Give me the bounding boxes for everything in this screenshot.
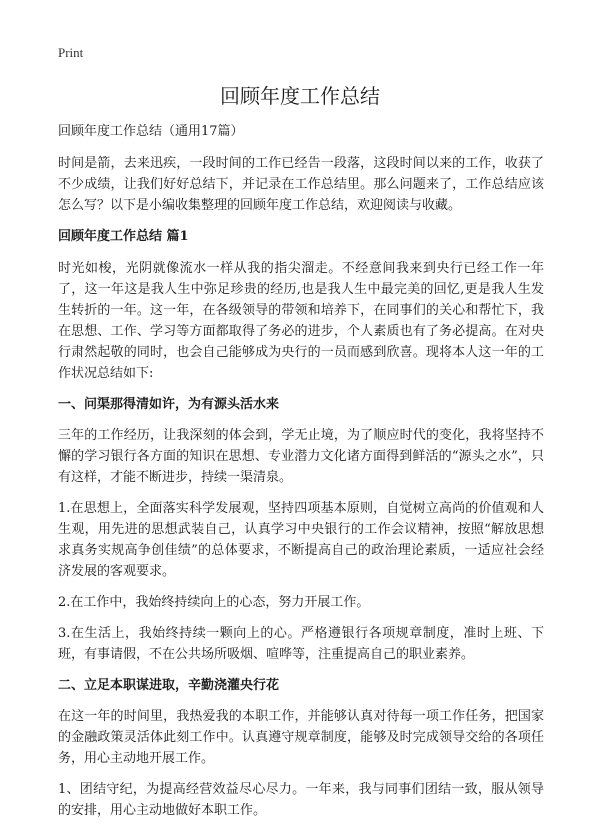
paragraph: 三年的工作经历，让我深刻的体会到，学无止境，为了顺应时代的变化，我将坚持不懈的学习银行各方面的知识在思想、专业潜力文化诸方面得到鲜活的“源头之水”，只有这样，才能不断进步，持续一渠清泉。 <box>58 428 544 485</box>
subsection-heading-1: 一、问渠那得清如许，为有源头活水来 <box>58 397 280 412</box>
article-body <box>58 121 544 831</box>
page-title: 回顾年度工作总结 <box>220 84 380 108</box>
intro-paragraph: 时间是箭，去来迅疾，一段时间的工作已经告一段落，这段时间以来的工作，收获了不少成绩，让我们好好总结下，并记录在工作总结里。那么问题来了，工作总结应该怎么写？以下是小编收集整理的回顾年度工作总结，欢迎阅读与收藏。 <box>58 156 544 213</box>
paragraph: 在这一年的时间里，我热爱我的本职工作，并能够认真对待每一项工作任务，把国家的金融政策灵活体此刻工作中。认真遵守规章制度，能够及时完成领导交给的各项任务，用心主动地开展工作。 <box>58 709 544 766</box>
section-paragraph: 时光如梭，光阴就像流水一样从我的指尖溜走。不经意间我来到央行已经工作一年了，这一年这是我人生中弥足珍贵的经历,也是我人生中最完美的回忆,更是我人生发生转折的一年。这一年，在各级领导的带领和培养下，在同事们的关心和帮忙下，我在思想、工作、学习等方面都取得了务必的进步，个人素质也有了务必提高。在对央行肃然起敬的同时，也会自己能够成为央行的一员而感到欣喜。现将本人这一年的工作状况总结如下: <box>58 261 544 381</box>
subsection-heading-2: 二、立足本职谋进取，辛勤浇灌央行花 <box>58 678 280 693</box>
section-heading: 回顾年度工作总结 篇1 <box>58 229 189 244</box>
print-link[interactable]: Print <box>58 45 84 60</box>
article-subtitle: 回顾年度工作总结（通用17篇） <box>58 124 244 139</box>
paragraph: 3.在生活上，我始终持续一颗向上的心。严格遵银行各项规章制度，准时上班、下班，有事请假，不在公共场所吸烟、喧哗等，注重提高自己的职业素养。 <box>58 626 544 662</box>
paragraph: 1.在思想上，全面落实科学发展观，坚持四项基本原则，自觉树立高尚的价值观和人生观，用先进的思想武装自己，认真学习中央银行的工作会议精神，按照“解放思想求真务实规高争创佳绩”的总体要求，不断提高自己的政治理论素质，一适应社会经济发展的客观要求。 <box>58 501 544 579</box>
paragraph: 2.在工作中，我始终持续向上的心态，努力开展工作。 <box>58 595 370 610</box>
paragraph: 1、团结守纪，为提高经营效益尽心尽力。一年来，我与同事们团结一致，服从领导的安排，用心主动地做好本职工作。 <box>58 782 544 818</box>
